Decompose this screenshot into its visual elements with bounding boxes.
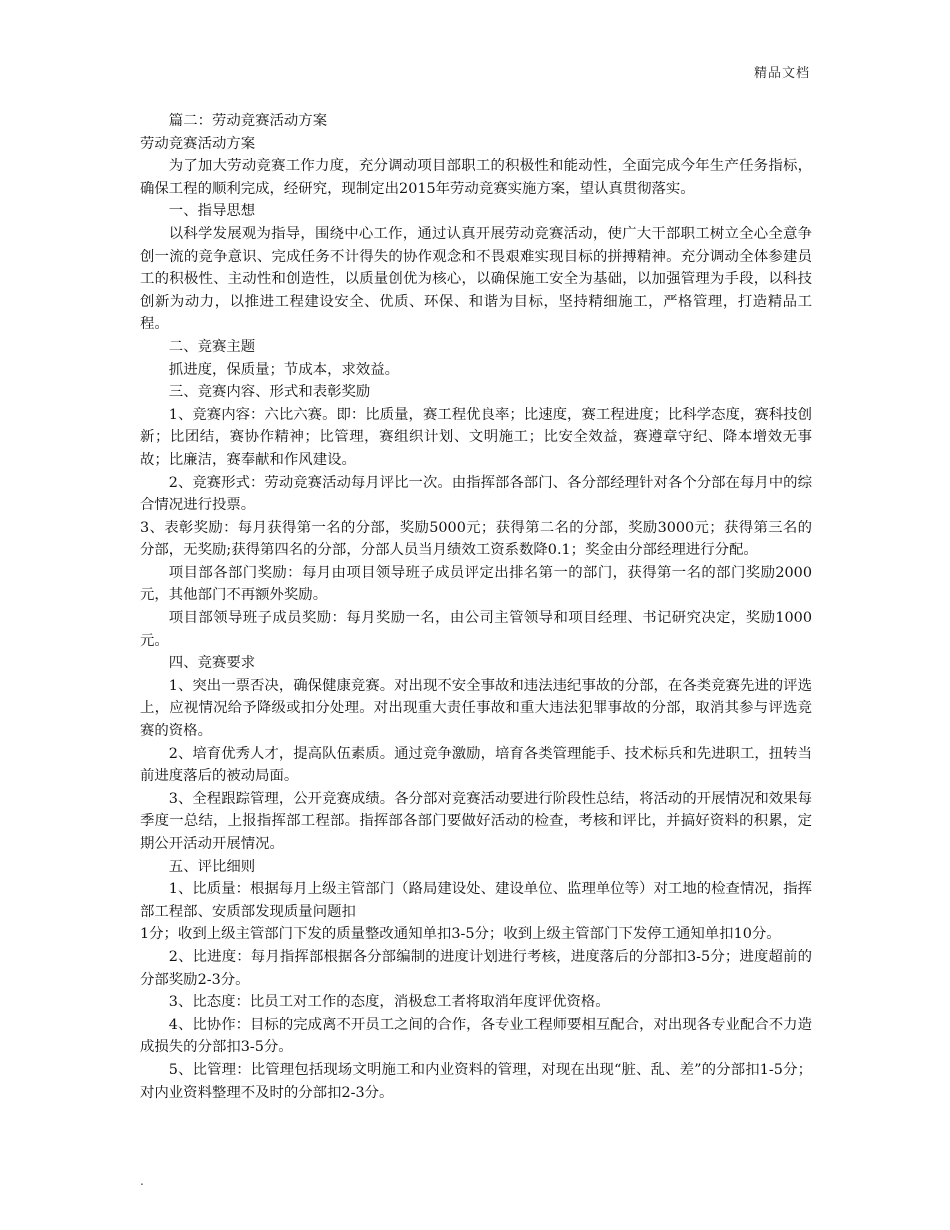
paragraph-competition-form: 2、竞赛形式：劳动竞赛活动每月评比一次。由指挥部各部门、各分部经理针对各个分部在每月中的综合情况进行投票。 (140, 474, 812, 514)
paragraph-rewards: 3、表彰奖励：每月获得第一名的分部，奖励5000元；获得第二名的分部，奖励3000元；获得第三名的分部，无奖励;获得第四名的分部，分部人员当月绩效工资系数降0.1；奖金由分部经理进行分配。 (140, 519, 812, 559)
document-body (140, 110, 812, 1104)
section-body-guiding-ideology: 以科学发展观为指导，围绕中心工作，通过认真开展劳动竞赛活动，使广大干部职工树立全心全意争创一流的竞争意识、完成任务不计得失的协作观念和不畏艰难实现目标的拼搏精神。充分调动全体参建员工的积极性、主动性和创造性，以质量创优为核心，以确保施工安全为基础，以加强管理为手段，以科技创新为动力，以推进工程建设安全、优质、环保、和谐为目标，坚持精细施工，严格管理，打造精品工程。 (140, 225, 812, 333)
paragraph-requirement-2: 2、培育优秀人才，提高队伍素质。通过竞争激励，培育各类管理能手、技术标兵和先进职工，扭转当前进度落后的被动局面。 (140, 745, 812, 785)
section-heading-content-form-rewards: 三、竞赛内容、形式和表彰奖励 (168, 384, 371, 401)
header-watermark-text: 精品文档 (753, 66, 810, 81)
document-title: 劳动竞赛活动方案 (140, 135, 256, 152)
intro-paragraph: 为了加大劳动竞赛工作力度，充分调动项目部职工的积极性和能动性，全面完成今年生产任务指标，确保工程的顺利完成，经研究，现制定出2015年劳动竞赛实施方案，望认真贯彻落实。 (140, 158, 812, 197)
paragraph-rule-progress: 2、比进度：每月指挥部根据各分部编制的进度计划进行考核，进度落后的分部扣3-5分；进度超前的分部奖励2-3分。 (140, 948, 812, 988)
paragraph-rule-quality-cont: 1分；收到上级主管部门下发的质量整改通知单扣3-5分；收到上级主管部门下发停工通知单扣10分。 (140, 926, 781, 943)
paragraph-rule-attitude: 3、比态度：比员工对工作的态度，消极怠工者将取消年度评优资格。 (168, 994, 610, 1011)
paragraph-leadership-rewards: 项目部领导班子成员奖励：每月奖励一名，由公司主管领导和项目经理、书记研究决定，奖励1000元。 (140, 610, 812, 649)
part-heading: 篇二：劳动竞赛活动方案 (168, 113, 328, 129)
section-heading-requirements: 四、竞赛要求 (168, 655, 256, 672)
paragraph-department-rewards: 项目部各部门奖励：每月由项目领导班子成员评定出排名第一的部门，获得第一名的部门奖励2000元，其他部门不再额外奖励。 (140, 564, 812, 604)
paragraph-requirement-3: 3、全程跟踪管理，公开竞赛成绩。各分部对竞赛活动要进行阶段性总结，将活动的开展情况和效果每季度一总结，上报指挥部工程部。指挥部各部门要做好活动的检查，考核和评比，并搞好资料的积累，定期公开活动开展情况。 (140, 790, 812, 852)
section-heading-theme: 二、竞赛主题 (168, 338, 256, 355)
footer-dot: . (140, 1174, 144, 1188)
paragraph-rule-management: 5、比管理：比管理包括现场文明施工和内业资料的管理，对现在出现“脏、乱、差”的分部扣1-5分；对内业资料整理不及时的分部扣2-3分。 (140, 1061, 812, 1101)
paragraph-requirement-1: 1、突出一票否决，确保健康竞赛。对出现不安全事故和违法违纪事故的分部，在各类竞赛先进的评选上，应视情况给予降级或扣分处理。对出现重大责任事故和重大违法犯罪事故的分部，取消其参与评选竞赛的资格。 (140, 677, 812, 740)
section-heading-guiding-ideology: 一、指导思想 (168, 203, 256, 220)
section-heading-evaluation-rules: 五、评比细则 (168, 858, 256, 875)
section-body-theme: 抓进度，保质量；节成本，求效益。 (168, 361, 400, 378)
paragraph-rule-cooperation: 4、比协作：目标的完成离不开员工之间的合作，各专业工程师要相互配合，对出现各专业配合不力造成损失的分部扣3-5分。 (140, 1016, 812, 1056)
paragraph-rule-quality: 1、比质量：根据每月上级主管部门（路局建设处、建设单位、监理单位等）对工地的检查情况，指挥部工程部、安质部发现质量问题扣 (140, 881, 812, 920)
paragraph-competition-content: 1、竞赛内容：六比六赛。即：比质量，赛工程优良率；比速度，赛工程进度；比科学态度，赛科技创新；比团结，赛协作精神；比管理，赛组织计划、文明施工；比安全效益，赛遵章守纪、降本增效无事故；比廉洁，赛奉献和作风建设。 (140, 406, 812, 468)
